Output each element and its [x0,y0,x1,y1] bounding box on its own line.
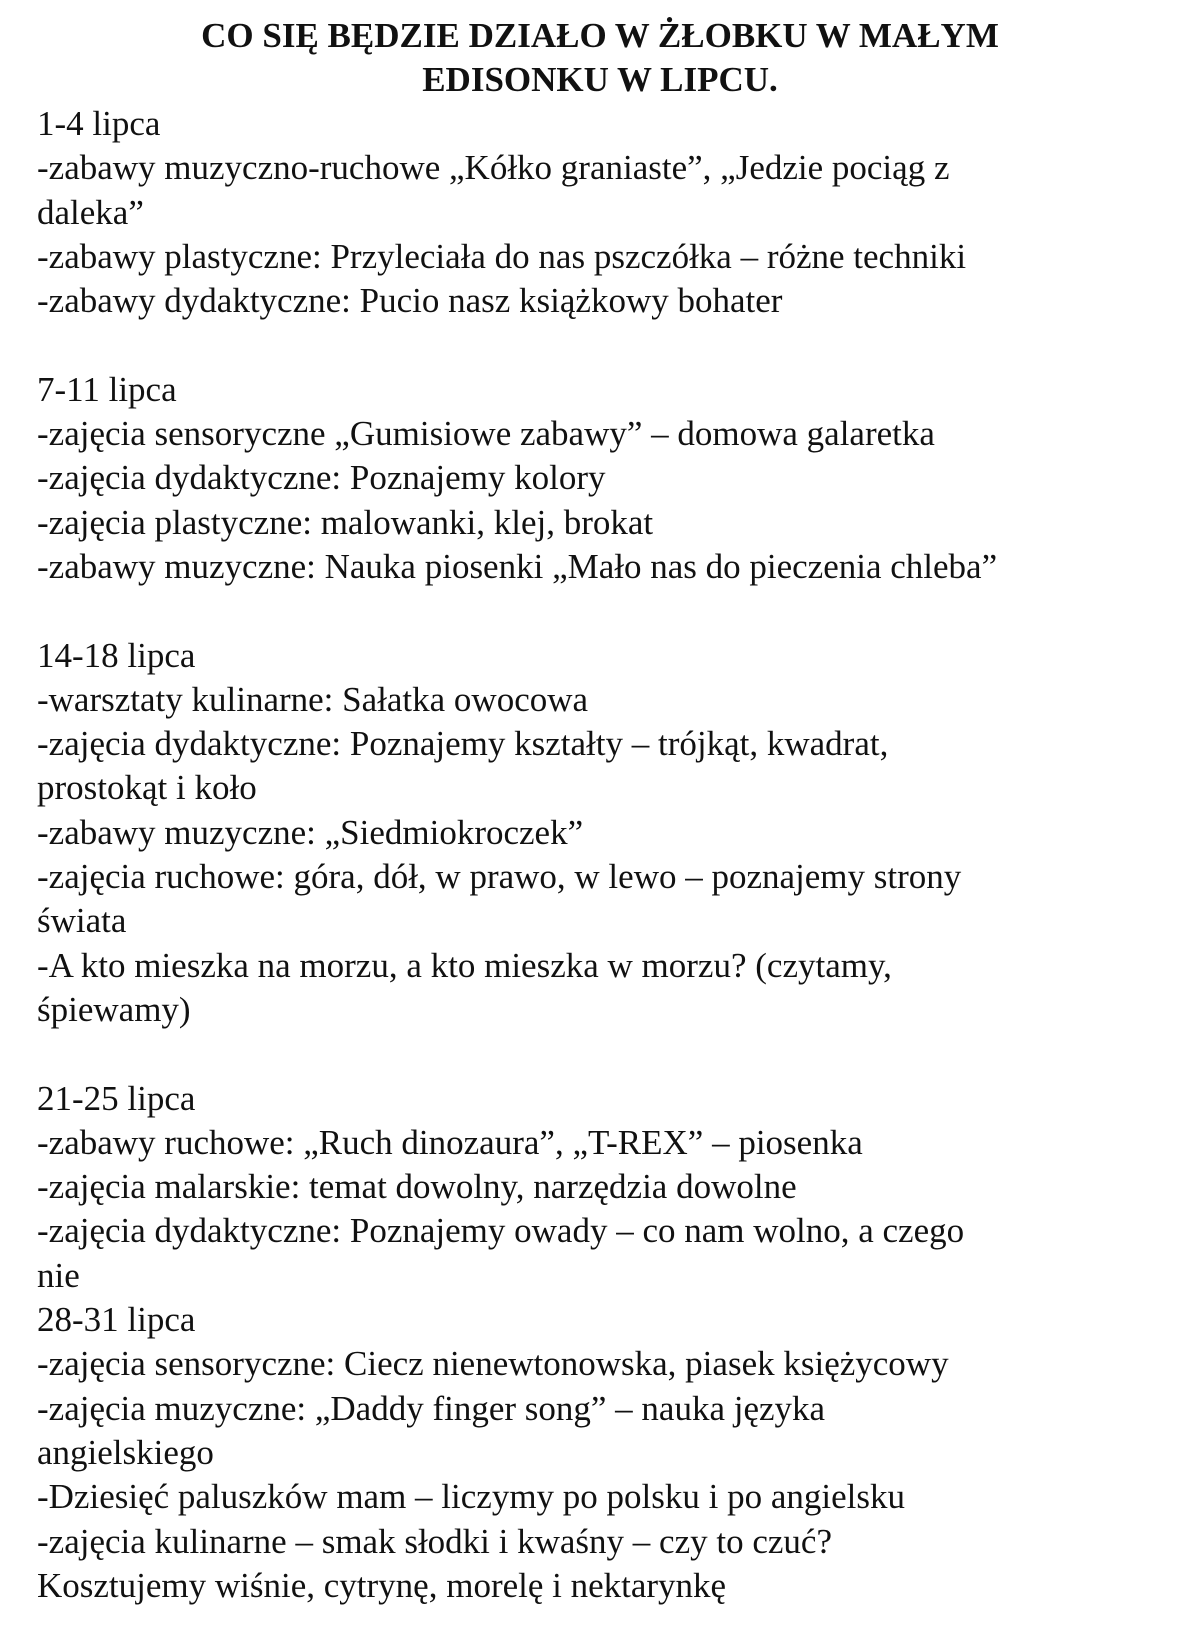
week-section-1 [37,102,1157,323]
activity-line: angielskiego [37,1432,214,1472]
activity-line: -zajęcia sensoryczne „Gumisiowe zabawy” – domowa galaretka [37,414,935,454]
activity-line: -zabawy plastyczne: Przyleciała do nas pszczółka – różne techniki [37,236,967,276]
activity-line: nie [37,1255,80,1295]
week-section-5 [37,1298,1157,1608]
title-line-1: CO SIĘ BĘDZIE DZIAŁO W ŻŁOBKU W MAŁYM [201,16,999,55]
activity-line: -zajęcia plastyczne: malowanki, klej, brokat [37,502,654,542]
activity-line: -zajęcia dydaktyczne: Poznajemy kolory [37,458,606,498]
title-line-2: EDISONKU W LIPCU. [422,60,778,99]
week-section-4 [37,1077,1157,1298]
week-section-2 [37,368,1157,589]
activity-line: -zajęcia ruchowe: góra, dół, w prawo, w lewo – poznajemy strony [37,857,962,897]
activity-line: Kosztujemy wiśnie, cytrynę, morelę i nektarynkę [37,1565,727,1605]
activity-line: -zabawy ruchowe: „Ruch dinozaura”, „T-REX” – piosenka [37,1122,863,1162]
week-heading: 14-18 lipca [37,635,196,675]
document-body [0,102,1157,1608]
activity-line: -zabawy muzyczne: Nauka piosenki „Mało nas do pieczenia chleba” [37,546,998,586]
week-heading: 7-11 lipca [37,369,177,409]
document-title [0,14,1200,102]
activity-line: -zajęcia malarskie: temat dowolny, narzędzia dowolne [37,1167,797,1207]
activity-line: -zajęcia dydaktyczne: Poznajemy kształty – trójkąt, kwadrat, [37,724,889,764]
week-heading: 28-31 lipca [37,1300,196,1340]
activity-line: -zajęcia dydaktyczne: Poznajemy owady – co nam wolno, a czego [37,1211,965,1251]
activity-line: prostokąt i koło [37,768,257,808]
week-heading: 21-25 lipca [37,1078,196,1118]
week-heading: 1-4 lipca [37,104,161,143]
activity-line: -zajęcia muzyczne: „Daddy finger song” – nauka języka [37,1388,826,1428]
activity-line: -Dziesięć paluszków mam – liczymy po polsku i po angielsku [37,1477,906,1517]
activity-line: -zabawy dydaktyczne: Pucio nasz książkowy bohater [37,281,783,321]
week-section-3 [37,634,1157,1033]
activity-line: -warsztaty kulinarne: Sałatka owocowa [37,679,589,719]
activity-line: -A kto mieszka na morzu, a kto mieszka w morzu? (czytamy, [37,945,892,985]
activity-line: daleka” [37,192,144,232]
activity-line: -zabawy muzyczne: „Siedmiokroczek” [37,812,584,852]
activity-line: śpiewamy) [37,989,191,1029]
activity-line: świata [37,901,127,941]
activity-line: -zajęcia sensoryczne: Ciecz nienewtonowska, piasek księżycowy [37,1344,949,1384]
activity-line: -zabawy muzyczno-ruchowe „Kółko graniaste”, „Jedzie pociąg z [37,148,950,188]
activity-line: -zajęcia kulinarne – smak słodki i kwaśny – czy to czuć? [37,1521,832,1561]
